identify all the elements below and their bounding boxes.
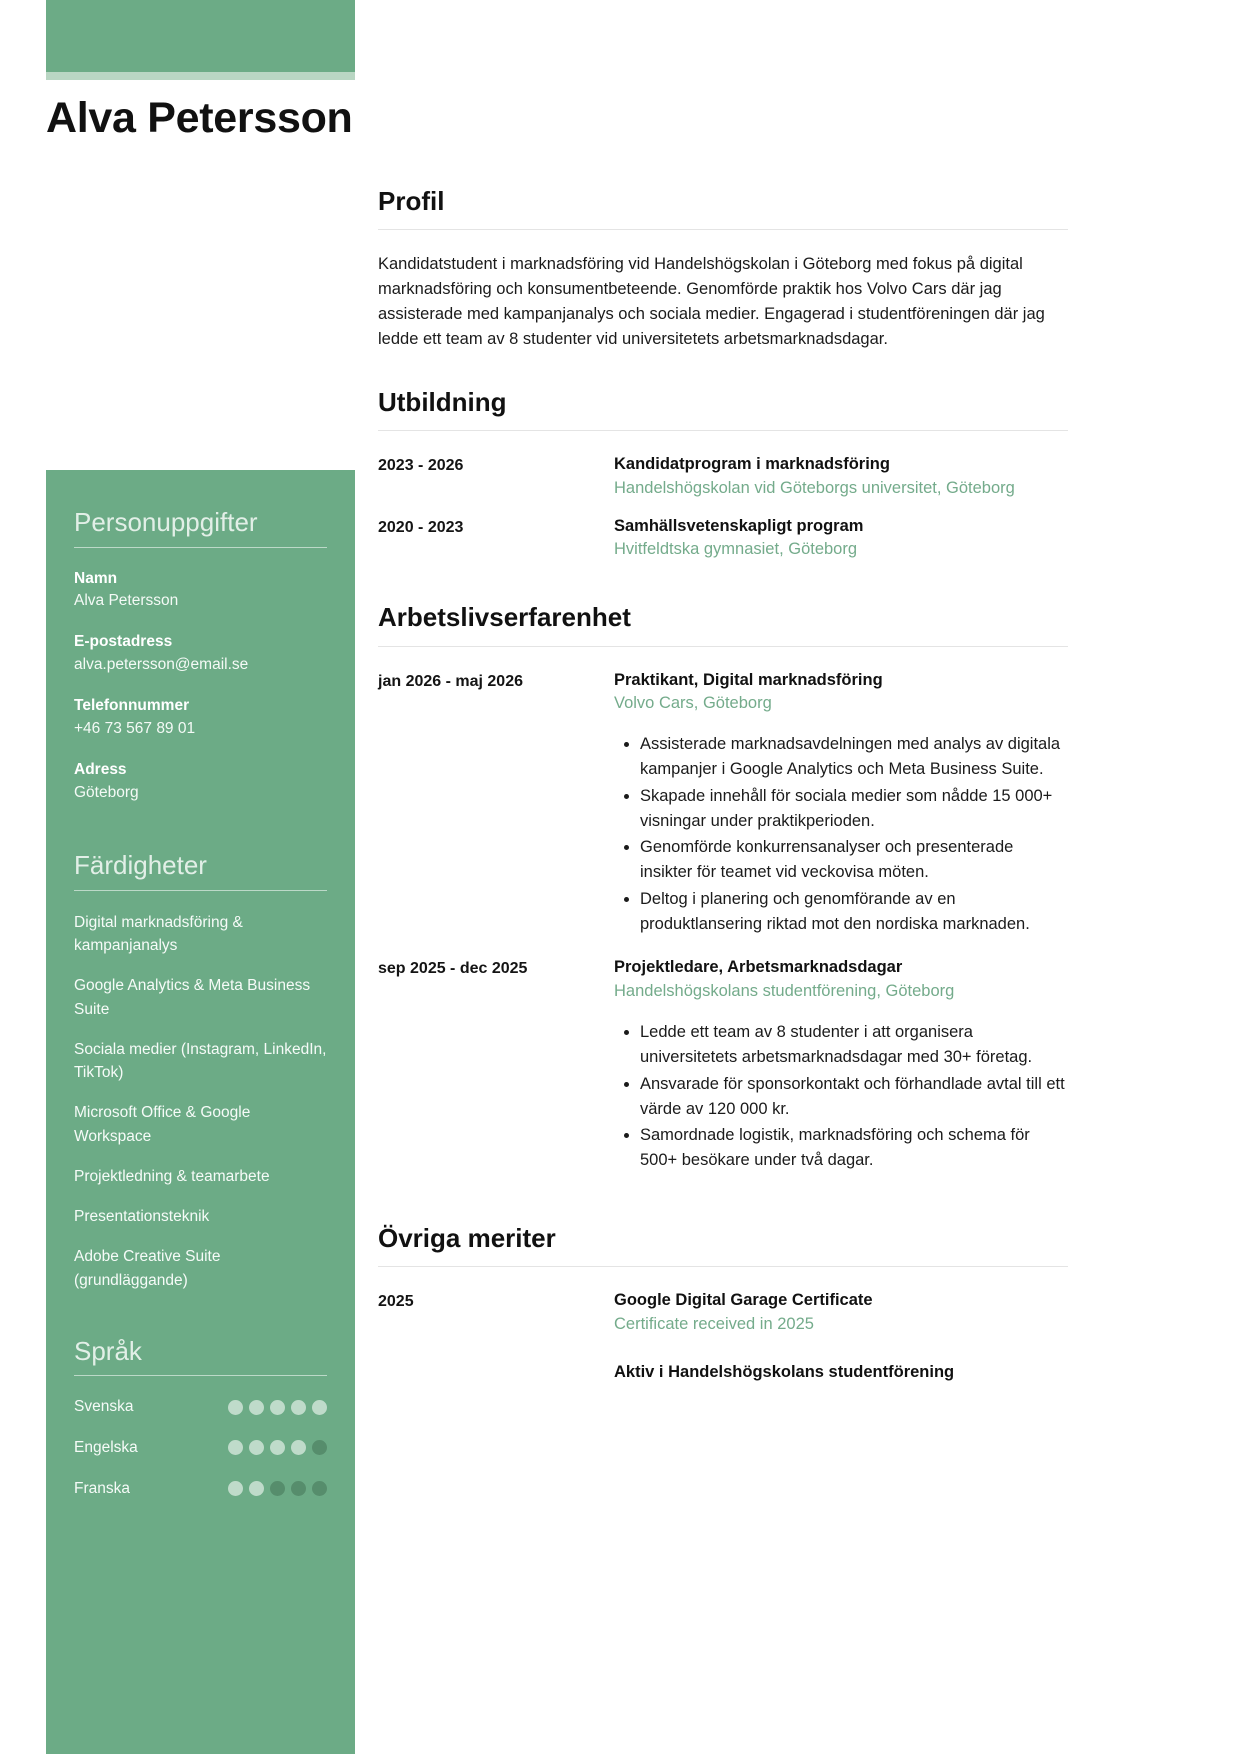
bullet-item: • Ledde ett team av 8 studenter i att organisera universitetets arbetsmarknadsdagar med 30+ företag. [640, 1020, 1068, 1070]
language-level-dots [228, 1481, 327, 1496]
section-divider [378, 229, 1068, 230]
level-dot-empty [270, 1481, 285, 1496]
level-dot-empty [312, 1481, 327, 1496]
skills-heading: Färdigheter [74, 850, 207, 881]
section-title-utbildning: Utbildning [378, 386, 507, 417]
entry-organisation: Handelshögskolans studentförening, Göteborg [614, 982, 955, 1001]
language-name: Engelska [74, 1438, 138, 1456]
education-entry [378, 453, 1068, 501]
language-row [74, 1396, 327, 1418]
entry-body [614, 1289, 1068, 1337]
bullet-item: • Ansvarade för sponsorkontakt och förhandlade avtal till ett värde av 120 000 kr. [640, 1072, 1068, 1122]
skill-item: Projektledning & teamarbete [74, 1167, 270, 1185]
detail-value: +46 73 567 89 01 [74, 719, 196, 737]
bullet-item: • Deltog i planering och genomförande av en produktlansering riktad mot den nordiska marknaden. [640, 887, 1068, 937]
other-entry [378, 1361, 1068, 1385]
skill-item: Presentationsteknik [74, 1208, 210, 1225]
top-banner-underline [46, 72, 355, 80]
level-dot-filled [249, 1400, 264, 1415]
level-dot-filled [291, 1400, 306, 1415]
detail-value: alva.petersson@email.se [74, 655, 249, 673]
detail-item-adress [74, 759, 327, 804]
entry-body [614, 956, 1068, 1178]
skill-item: Sociala medier (Instagram, LinkedIn, TikTok) [74, 1040, 327, 1081]
section-title-arbetslivserfarenhet: Arbetslivserfarenhet [378, 602, 631, 633]
entry-role: Praktikant, Digital marknadsföring [614, 670, 883, 689]
sidebar-spacer [74, 1309, 327, 1335]
entry-organisation: Hvitfeldtska gymnasiet, Göteborg [614, 540, 858, 559]
entry-date: 2020 - 2023 [378, 518, 464, 536]
languages-divider [74, 1375, 327, 1376]
experience-bullets [614, 732, 1068, 936]
education-entry [378, 515, 1068, 563]
section-arbetslivserfarenhet [378, 602, 1068, 1178]
page-title: Alva Petersson [46, 94, 353, 142]
bullet-item: • Assisterade marknadsavdelningen med analys av digitala kampanjer i Google Analytics och Meta Business Suite. [640, 732, 1068, 782]
personal-details-section [74, 506, 327, 804]
personal-details-heading: Personuppgifter [74, 507, 258, 537]
entry-role: Kandidatprogram i marknadsföring [614, 454, 890, 473]
language-name: Franska [74, 1479, 130, 1497]
experience-entry [378, 956, 1068, 1178]
detail-item-epostadress [74, 631, 327, 676]
detail-item-namn [74, 568, 327, 613]
detail-value: Göteborg [74, 783, 139, 801]
detail-item-telefonnummer [74, 695, 327, 740]
section-profil [378, 186, 1068, 353]
level-dot-empty [291, 1481, 306, 1496]
entry-body [614, 669, 1068, 943]
languages-section [74, 1335, 327, 1500]
bullet-item: • Genomförde konkurrensanalyser och presenterade insikter för teamet vid veckovisa möten. [640, 835, 1068, 885]
sidebar [46, 470, 355, 1754]
section-title-profil: Profil [378, 186, 445, 216]
entry-role: Google Digital Garage Certificate [614, 1290, 873, 1309]
experience-bullets [614, 1020, 1068, 1173]
level-dot-filled [228, 1440, 243, 1455]
entry-organisation: Certificate received in 2025 [614, 1314, 814, 1333]
languages-heading: Språk [74, 1335, 142, 1366]
level-dot-filled [291, 1440, 306, 1455]
skill-item: Google Analytics & Meta Business Suite [74, 977, 311, 1018]
skills-section [74, 849, 327, 1292]
sidebar-spacer [74, 823, 327, 849]
top-green-banner [46, 0, 355, 72]
bullet-item: • Samordnade logistik, marknadsföring och schema för 500+ besökare under två dagar. [640, 1123, 1068, 1173]
level-dot-filled [270, 1400, 285, 1415]
main-content [378, 186, 1068, 1399]
section-utbildning [378, 387, 1068, 563]
entry-body [614, 1361, 1068, 1385]
bullet-item: • Skapade innehåll för sociala medier som nådde 15 000+ visningar under praktikperioden. [640, 784, 1068, 834]
entry-role: Aktiv i Handelshögskolans studentförening [614, 1362, 955, 1381]
section-spacer [378, 576, 1068, 602]
name-block [46, 95, 946, 142]
language-row [74, 1478, 327, 1500]
detail-label: Namn [74, 569, 118, 587]
detail-label: E-postadress [74, 633, 173, 651]
language-level-dots [228, 1400, 327, 1415]
detail-value: Alva Petersson [74, 591, 179, 609]
entry-spacer [378, 1351, 1068, 1361]
section-ovriga-meriter [378, 1223, 1068, 1385]
section-title-ovriga-meriter: Övriga meriter [378, 1222, 556, 1253]
section-divider [378, 430, 1068, 431]
entry-date: jan 2026 - maj 2026 [378, 672, 523, 690]
level-dot-filled [228, 1481, 243, 1496]
section-divider [378, 646, 1068, 647]
level-dot-filled [270, 1440, 285, 1455]
entry-organisation: Handelshögskolan vid Göteborgs universitet, Göteborg [614, 478, 1015, 497]
personal-details-divider [74, 547, 327, 548]
entry-role: Projektledare, Arbetsmarknadsdagar [614, 958, 903, 977]
section-spacer [378, 1193, 1068, 1223]
language-name: Svenska [74, 1398, 134, 1416]
experience-entry [378, 669, 1068, 943]
entry-date: 2025 [378, 1292, 414, 1310]
entry-date: sep 2025 - dec 2025 [378, 960, 528, 978]
skills-divider [74, 890, 327, 891]
language-level-dots [228, 1440, 327, 1455]
profile-text: Kandidatstudent i marknadsföring vid Handelshögskolan i Göteborg med fokus på digital marknadsföring och konsumentbeteende. Genomförde praktik hos Volvo Cars där jag assisterade med kampanjanalys och sociala medier. Engagerad i studentföreningen där jag ledde ett team av 8 studenter vid universitetets arbetsmarknadsdagar. [378, 255, 1045, 349]
other-entry [378, 1289, 1068, 1337]
entry-role: Samhällsvetenskapligt program [614, 516, 864, 535]
skill-item: Adobe Creative Suite (grundläggande) [74, 1248, 221, 1289]
entry-date: 2023 - 2026 [378, 456, 464, 474]
skill-item: Digital marknadsföring & kampanjanalys [74, 913, 243, 954]
entry-body [614, 453, 1068, 501]
detail-label: Telefonnummer [74, 697, 190, 715]
level-dot-empty [312, 1440, 327, 1455]
skill-item: Microsoft Office & Google Workspace [74, 1104, 251, 1145]
level-dot-filled [249, 1481, 264, 1496]
entry-date [378, 1361, 614, 1385]
entry-body [614, 515, 1068, 563]
section-divider [378, 1266, 1068, 1267]
level-dot-filled [249, 1440, 264, 1455]
entry-organisation: Volvo Cars, Göteborg [614, 694, 772, 713]
detail-label: Adress [74, 761, 127, 779]
language-row [74, 1437, 327, 1459]
level-dot-filled [228, 1400, 243, 1415]
level-dot-filled [312, 1400, 327, 1415]
